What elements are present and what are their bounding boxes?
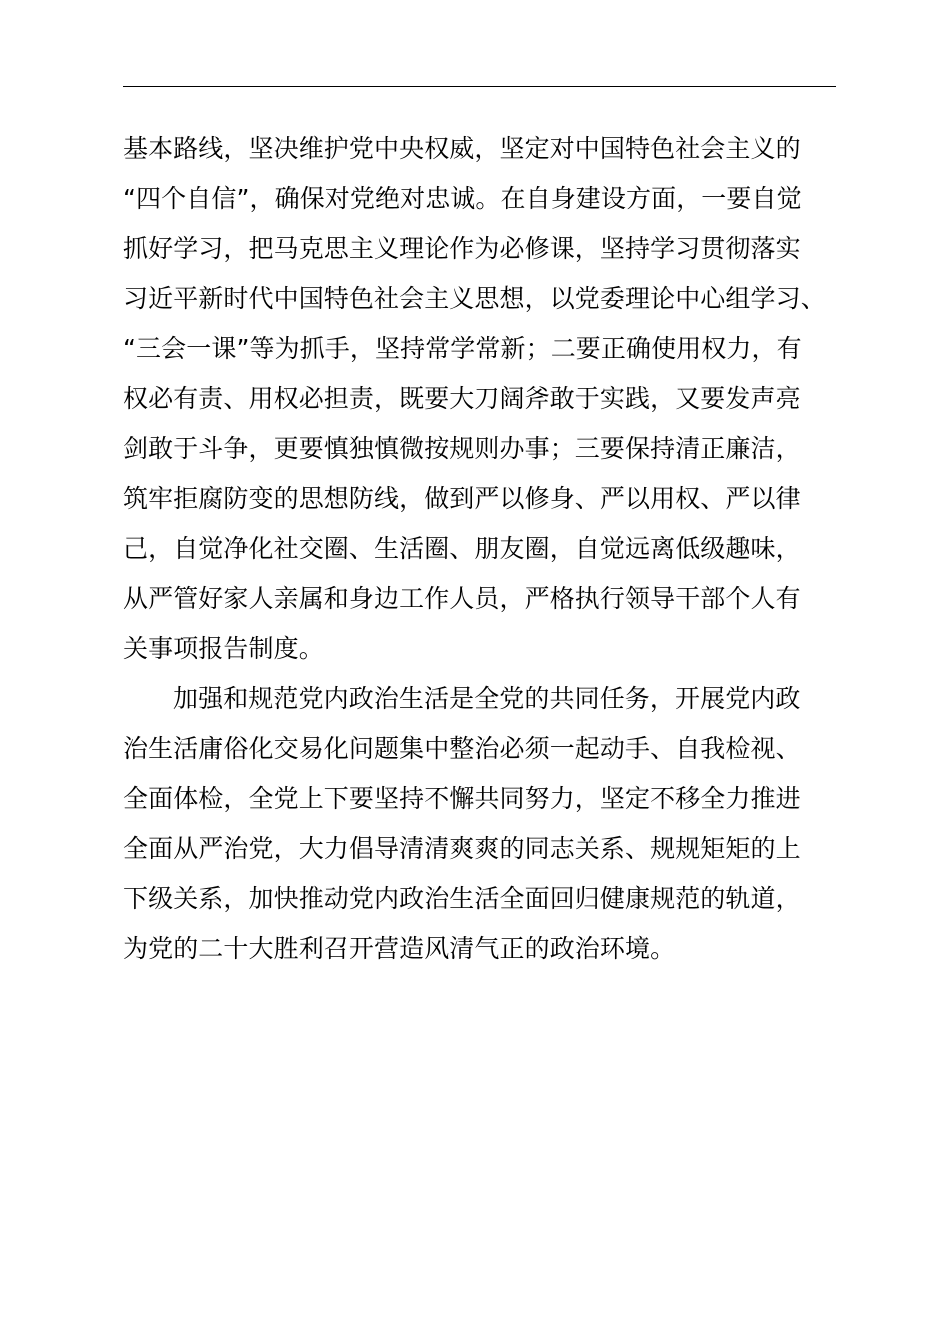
text-line: 习近平新时代中国特色社会主义思想，以党委理论中心组学习、 xyxy=(123,284,826,313)
text-line: 关事项报告制度。 xyxy=(123,634,324,663)
text-line: 抓好学习，把马克思主义理论作为必修课，坚持学习贯彻落实 xyxy=(123,234,801,263)
text-line: “三会一课”等为抓手，坚持常学常新；二要正确使用权力，有 xyxy=(123,334,802,363)
paragraph-2 xyxy=(123,674,853,974)
text-line: 基本路线，坚决维护党中央权威，坚定对中国特色社会主义的 xyxy=(123,134,801,163)
document-body xyxy=(123,124,853,974)
text-line-indented: 加强和规范党内政治生活是全党的共同任务，开展党内政 xyxy=(173,684,801,713)
header-rule xyxy=(123,86,836,87)
text-line: 全面从严治党，大力倡导清清爽爽的同志关系、规规矩矩的上 xyxy=(123,834,801,863)
text-line: 为党的二十大胜利召开营造风清气正的政治环境。 xyxy=(123,934,676,963)
paragraph-1 xyxy=(123,124,853,674)
text-line: “四个自信”，确保对党绝对忠诚。在自身建设方面，一要自觉 xyxy=(123,184,802,213)
text-line: 权必有责、用权必担责，既要大刀阔斧敢于实践，又要发声亮 xyxy=(123,384,801,413)
text-line: 下级关系，加快推动党内政治生活全面回归健康规范的轨道， xyxy=(123,884,801,913)
text-line: 全面体检，全党上下要坚持不懈共同努力，坚定不移全力推进 xyxy=(123,784,801,813)
text-line: 筑牢拒腐防变的思想防线，做到严以修身、严以用权、严以律 xyxy=(123,484,801,513)
text-line: 治生活庸俗化交易化问题集中整治必须一起动手、自我检视、 xyxy=(123,734,801,763)
text-line: 剑敢于斗争，更要慎独慎微按规则办事；三要保持清正廉洁， xyxy=(123,434,801,463)
text-line: 己，自觉净化社交圈、生活圈、朋友圈，自觉远离低级趣味， xyxy=(123,534,801,563)
text-line: 从严管好家人亲属和身边工作人员，严格执行领导干部个人有 xyxy=(123,584,801,613)
